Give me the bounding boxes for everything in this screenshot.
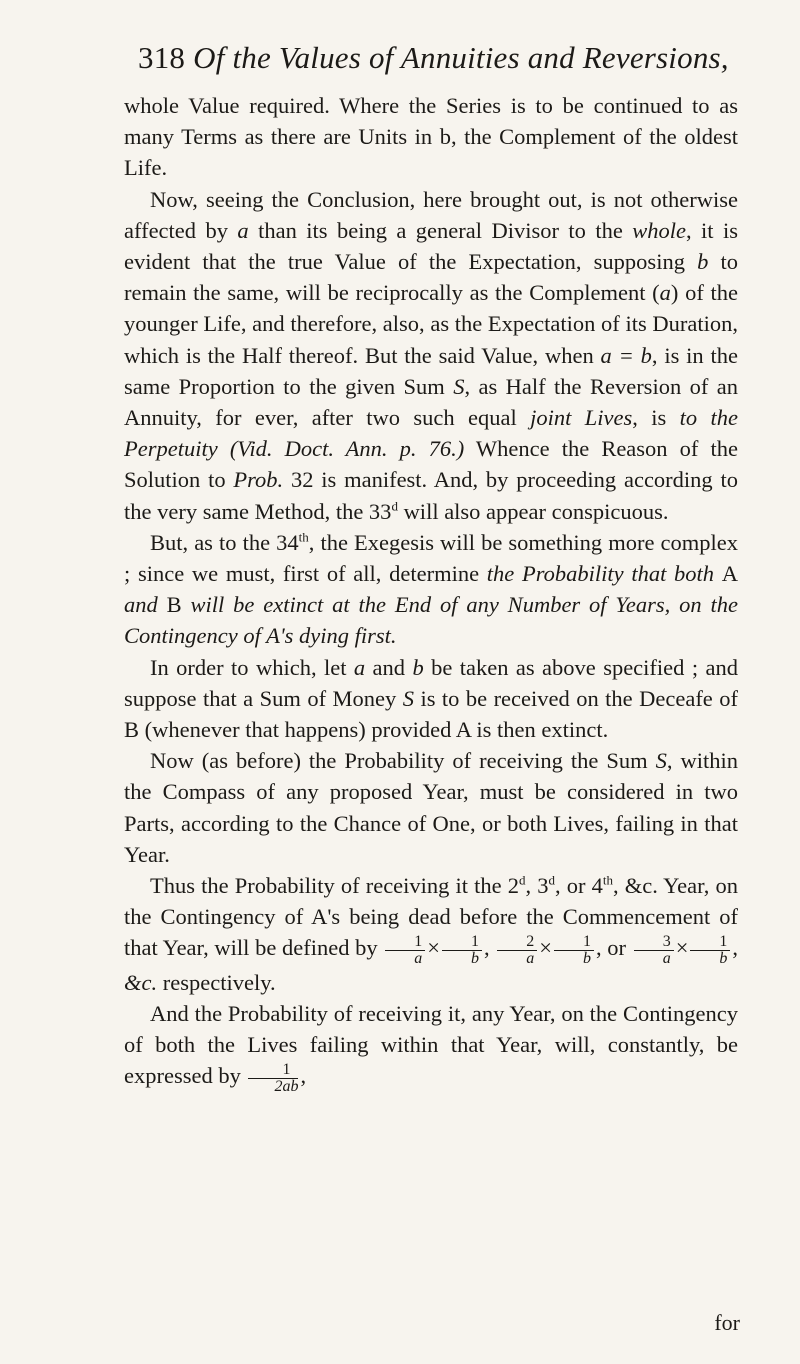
citation: to the Perpetuity (Vid. Doct. Ann. p. 76.) [124,405,738,462]
catchword: for [714,1310,740,1335]
equation-a-equals-b: a = b [600,342,652,368]
paragraph-6: Thus the Probability of receiving it the 2$^d$, 3$^d$, or 4th, &c. Year, on the Contingency of A's being dead before the Commencement of that Year, will be defined by $\frac{1}{a}$ × $\frac{1}{b}$ , $\frac{2}{a}$ × $\frac{1}{b}$ , or $\frac{3}{a}$ × $\frac{1}{b}$ , &c. respectively. [124,872,739,995]
paragraph-5: Now (as before) the Probability of receiving the Sum S, within the Compass of any proposed Year, must be considered in two Parts, according to the Chance of One, or both Lives, failing in that Year. [124,748,738,867]
paragraph-2: Now, seeing the Conclusion, here brought out, is not otherwise affected by a than its being a general Divisor to the whole, it is evident that the true Value of the Expectation, supposing b to remain the same, will be reciprocally as the Complement (a) of the younger Life, and therefore, also, as the Expectation of its Duration, which is the Half thereof. But the said Value, when a = b, is in the same Proportion to the given Sum S, as Half the Reversion of an Annuity, for ever, after two such equal joint Lives, is to the Perpetuity (Vid. Doct. Ann. p. 76.) Whence the Reason of the Solution to Prob. 32 is manifest. And, by proceeding according to the very same Method, the 33$^d$ will also appear conspicuous. [124,186,739,524]
fraction: $\frac{3}{a}$ [634,934,674,967]
body-text [124,90,738,1095]
page-number: 318 [138,40,186,75]
running-title: Of the Values of Annuities and Reversions, [193,40,729,75]
paragraph-4: In order to which, let a and b be taken as above specified ; and suppose that a Sum of Money S is to be received on the Deceafe of B (whenever that happens) provided A is then extinct. [124,654,738,743]
fraction: $\frac{1}{a}$ [385,934,425,967]
fraction: $\frac{1}{b}$ [442,934,482,967]
fraction: $\frac{1}{2ab}$ [248,1062,298,1095]
paragraph-7: And the Probability of receiving it, any Year, on the Contingency of both the Lives failing within that Year, will, constantly, be expressed by $\frac{1}{2ab}$ , [124,1001,738,1095]
paragraph-3: But, as to the 34th, the Exegesis will be something more complex ; since we must, first of all, determine the Probability that both A and B will be extinct at the End of any Number of Years, on the Contingency of A's dying first. [124,529,738,649]
fraction: $\frac{2}{a}$ [497,934,537,967]
running-header [138,40,729,76]
paragraph-1: whole Value required. Where the Series is to be continued to as many Terms as there are Units in b, the Complement of the oldest Life. [124,93,738,181]
fraction: $\frac{1}{b}$ [690,934,730,967]
fraction: $\frac{1}{b}$ [554,934,594,967]
